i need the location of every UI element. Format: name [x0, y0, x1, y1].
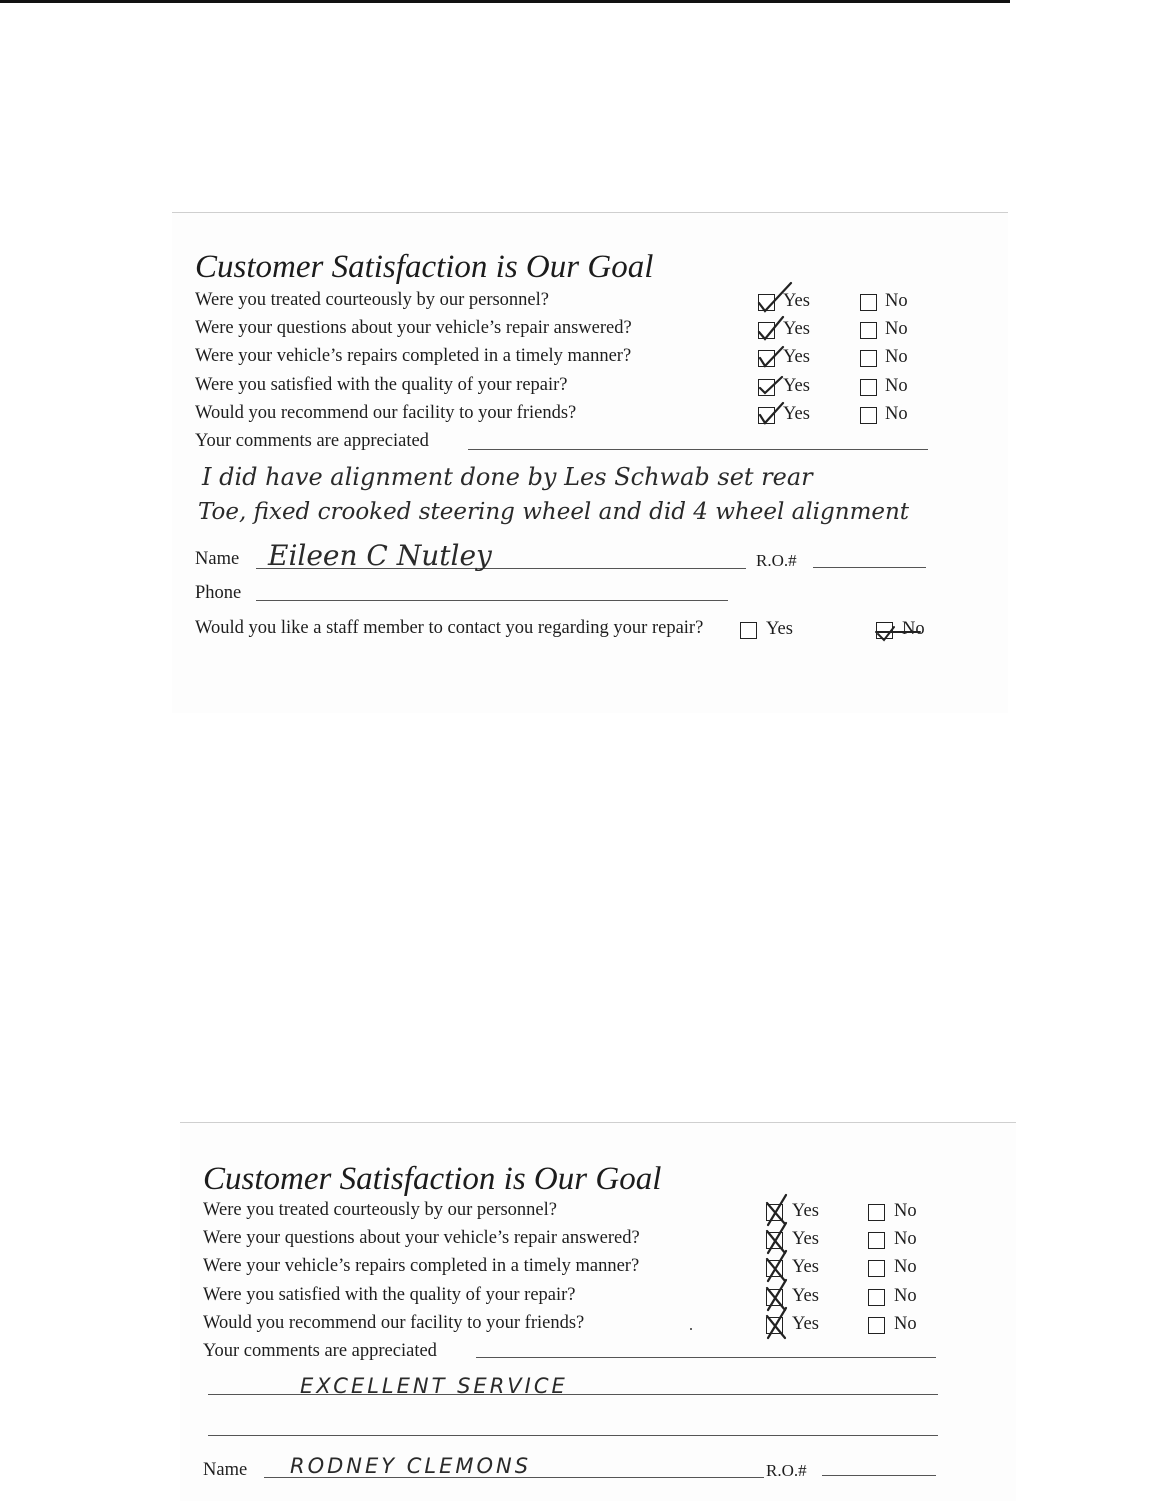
- yes-label: Yes: [783, 404, 810, 424]
- no-checkbox-quality[interactable]: [868, 1289, 885, 1306]
- question-recommend: Would you recommend our facility to your friends?: [203, 1313, 585, 1333]
- yes-label: Yes: [792, 1229, 819, 1249]
- yes-label: Yes: [783, 291, 810, 311]
- name-value: Eileen C Nutley: [268, 539, 492, 572]
- survey-card-2: [180, 1122, 1016, 1501]
- no-label: No: [885, 291, 908, 311]
- yes-label: Yes: [792, 1286, 819, 1306]
- question-courteous: Were you treated courteously by our personnel?: [203, 1200, 557, 1220]
- yes-label: Yes: [792, 1257, 819, 1277]
- ro-label: R.O.#: [766, 1461, 807, 1480]
- comments-line: [468, 449, 928, 450]
- name-label: Name: [195, 549, 240, 569]
- comments-label: Your comments are appreciated: [195, 431, 429, 451]
- yes-label: Yes: [783, 376, 810, 396]
- ro-label: R.O.#: [756, 551, 797, 570]
- no-checkbox-recommend[interactable]: [860, 407, 877, 424]
- ro-line: [822, 1475, 936, 1476]
- no-checkbox-timely[interactable]: [868, 1260, 885, 1277]
- comment-line-rule-1: [208, 1394, 938, 1395]
- name-line: [264, 1477, 764, 1478]
- contact-no-label: No: [902, 619, 925, 639]
- contact-question: Would you like a staff member to contact you regarding your repair?: [195, 618, 704, 638]
- no-label: No: [894, 1286, 917, 1306]
- yes-label: Yes: [792, 1201, 819, 1221]
- question-quality: Were you satisfied with the quality of your repair?: [195, 375, 568, 395]
- no-label: No: [885, 404, 908, 424]
- form-title: Customer Satisfaction is Our Goal: [195, 249, 654, 285]
- no-label: No: [885, 347, 908, 367]
- check-marks-yes: [755, 281, 795, 431]
- yes-label: Yes: [783, 347, 810, 367]
- no-checkbox-recommend[interactable]: [868, 1317, 885, 1334]
- question-courteous: Were you treated courteously by our personnel?: [195, 290, 549, 310]
- no-checkbox-answered[interactable]: [868, 1232, 885, 1249]
- no-checkbox-answered[interactable]: [860, 322, 877, 339]
- stray-dot: [690, 1328, 692, 1330]
- yes-label: Yes: [792, 1314, 819, 1334]
- question-answered: Were your questions about your vehicle’s repair answered?: [195, 318, 632, 338]
- question-timely: Were your vehicle’s repairs completed in a timely manner?: [203, 1256, 640, 1276]
- comment-line-2: Toe, fixed crooked steering wheel and did 4 wheel alignment: [198, 499, 910, 525]
- scan-top-edge: [0, 0, 1010, 3]
- no-label: No: [894, 1229, 917, 1249]
- contact-yes-checkbox[interactable]: [740, 622, 757, 639]
- question-recommend: Would you recommend our facility to your friends?: [195, 403, 577, 423]
- no-checkbox-courteous[interactable]: [860, 294, 877, 311]
- no-label: No: [894, 1257, 917, 1277]
- comment-line-1: I did have alignment done by Les Schwab set rear: [202, 463, 813, 491]
- comment-line-1: EXCELLENT SERVICE: [300, 1374, 568, 1398]
- ro-line: [813, 567, 926, 568]
- comments-label: Your comments are appreciated: [203, 1341, 437, 1361]
- name-value: RODNEY CLEMONS: [290, 1454, 532, 1478]
- question-answered: Were your questions about your vehicle’s repair answered?: [203, 1228, 640, 1248]
- survey-card-1: [172, 212, 1008, 713]
- question-timely: Were your vehicle’s repairs completed in a timely manner?: [195, 346, 632, 366]
- form-title: Customer Satisfaction is Our Goal: [203, 1161, 662, 1197]
- comment-line-rule-2: [208, 1435, 938, 1436]
- yes-label: Yes: [783, 319, 810, 339]
- no-checkbox-quality[interactable]: [860, 379, 877, 396]
- no-checkbox-courteous[interactable]: [868, 1204, 885, 1221]
- name-label: Name: [203, 1460, 248, 1480]
- x-marks-yes: [762, 1193, 796, 1343]
- no-label: No: [894, 1314, 917, 1334]
- no-label: No: [885, 376, 908, 396]
- phone-label: Phone: [195, 583, 242, 603]
- question-quality: Were you satisfied with the quality of your repair?: [203, 1285, 576, 1305]
- contact-no-mark: [872, 617, 928, 645]
- no-label: No: [894, 1201, 917, 1221]
- contact-yes-label: Yes: [766, 619, 793, 639]
- phone-line: [256, 600, 728, 601]
- no-label: No: [885, 319, 908, 339]
- comments-line: [476, 1357, 936, 1358]
- no-checkbox-timely[interactable]: [860, 350, 877, 367]
